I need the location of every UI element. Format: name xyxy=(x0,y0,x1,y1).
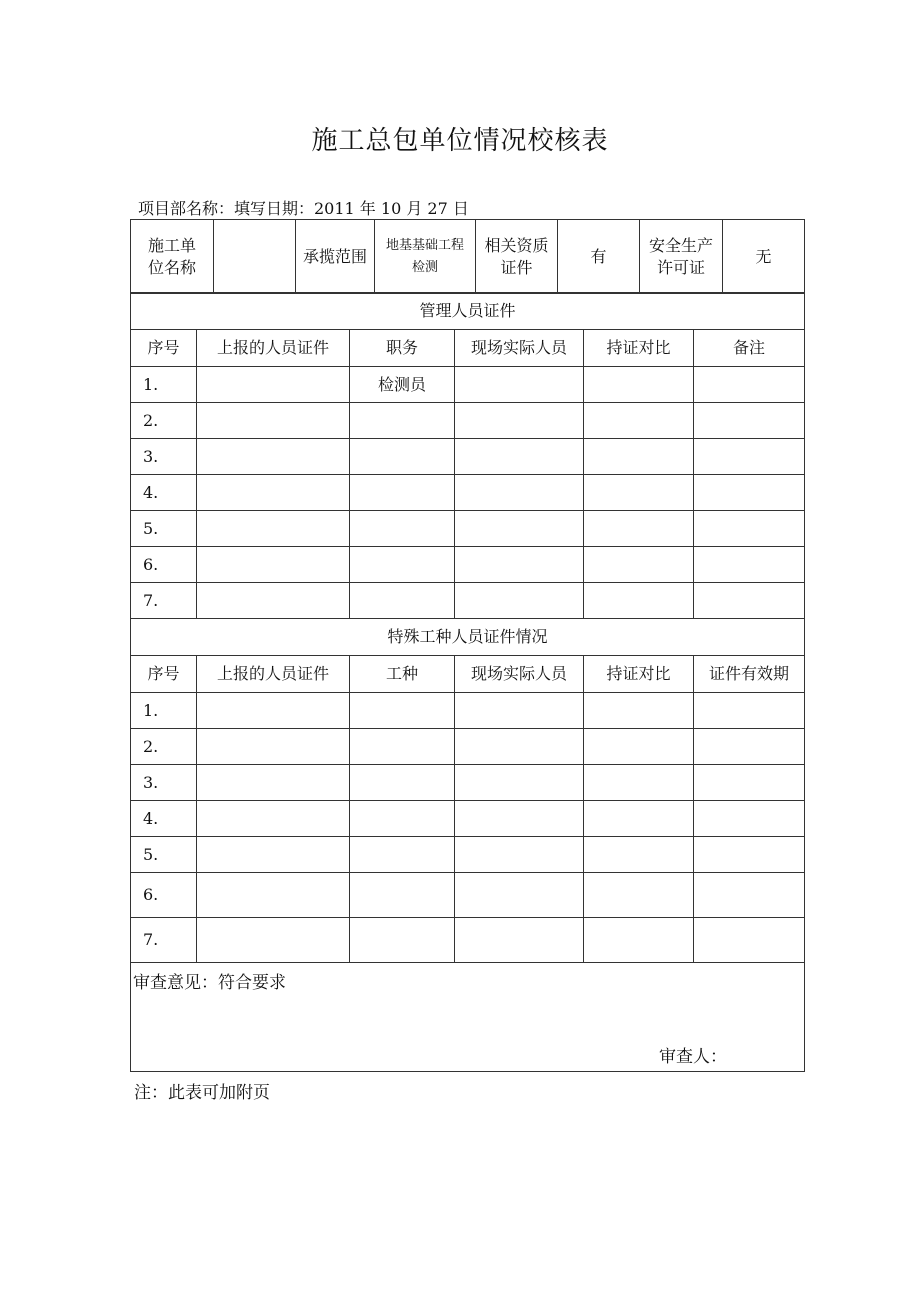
unit-info-row xyxy=(131,220,805,294)
table-cell[interactable] xyxy=(197,918,350,963)
row-number: 6. xyxy=(131,547,197,583)
review-row xyxy=(131,963,805,1072)
reviewer-label: 审查人： xyxy=(659,1047,727,1067)
table-cell[interactable] xyxy=(197,801,350,837)
table-cell[interactable] xyxy=(584,918,694,963)
column-header: 序号 xyxy=(131,656,197,693)
column-header: 现场实际人员 xyxy=(455,656,584,693)
table-cell[interactable] xyxy=(584,837,694,873)
table-cell[interactable] xyxy=(350,511,455,547)
column-header: 持证对比 xyxy=(584,330,694,367)
table-cell[interactable] xyxy=(584,475,694,511)
table-cell[interactable] xyxy=(350,765,455,801)
table-cell[interactable] xyxy=(694,693,805,729)
table-cell[interactable] xyxy=(694,918,805,963)
column-header: 上报的人员证件 xyxy=(197,656,350,693)
table-row xyxy=(131,583,805,619)
table-cell[interactable] xyxy=(694,403,805,439)
row-number: 3. xyxy=(131,439,197,475)
row-number: 1. xyxy=(131,693,197,729)
table-row xyxy=(131,918,805,963)
table-cell[interactable] xyxy=(694,765,805,801)
table-cell[interactable] xyxy=(350,693,455,729)
row-number: 2. xyxy=(131,729,197,765)
table-cell[interactable] xyxy=(455,511,584,547)
table-cell[interactable] xyxy=(197,439,350,475)
table-row xyxy=(131,475,805,511)
row-number: 4. xyxy=(131,801,197,837)
table-cell[interactable] xyxy=(350,439,455,475)
table-row xyxy=(131,439,805,475)
row-number: 2. xyxy=(131,403,197,439)
table-cell[interactable] xyxy=(584,367,694,403)
unit-name-label: 施工单 位名称 xyxy=(131,220,214,294)
table-cell[interactable] xyxy=(455,693,584,729)
table-cell[interactable] xyxy=(455,439,584,475)
table-cell[interactable] xyxy=(350,873,455,918)
table-cell[interactable] xyxy=(694,439,805,475)
table-cell[interactable] xyxy=(197,873,350,918)
table-cell[interactable] xyxy=(694,547,805,583)
table-cell[interactable] xyxy=(197,403,350,439)
header-row xyxy=(131,330,805,367)
row-number: 5. xyxy=(131,511,197,547)
table-cell[interactable] xyxy=(584,801,694,837)
table-cell[interactable] xyxy=(455,475,584,511)
table-cell[interactable] xyxy=(197,693,350,729)
table-cell[interactable] xyxy=(455,583,584,619)
table-cell[interactable] xyxy=(350,547,455,583)
table-cell[interactable] xyxy=(584,547,694,583)
section-title-row xyxy=(131,619,805,656)
table-cell[interactable] xyxy=(350,801,455,837)
table-row xyxy=(131,693,805,729)
table-cell[interactable] xyxy=(584,873,694,918)
review-opinion: 审查意见：符合要求 xyxy=(133,973,286,993)
table-cell[interactable] xyxy=(197,583,350,619)
table-row xyxy=(131,367,805,403)
scope-value[interactable]: 地基基础工程 检测 xyxy=(375,220,476,294)
table-cell[interactable] xyxy=(455,547,584,583)
row-number: 7. xyxy=(131,583,197,619)
table-cell[interactable] xyxy=(694,801,805,837)
row-number: 3. xyxy=(131,765,197,801)
table-row xyxy=(131,765,805,801)
safety-permit-value[interactable]: 无 xyxy=(723,220,805,294)
row-number: 6. xyxy=(131,873,197,918)
table-cell[interactable] xyxy=(694,475,805,511)
table-cell[interactable] xyxy=(455,367,584,403)
table-cell[interactable] xyxy=(455,801,584,837)
table-cell[interactable] xyxy=(584,439,694,475)
unit-info-table xyxy=(130,219,805,294)
qualification-value[interactable]: 有 xyxy=(558,220,640,294)
safety-permit-label: 安全生产 许可证 xyxy=(640,220,723,294)
column-header: 持证对比 xyxy=(584,656,694,693)
table-cell[interactable] xyxy=(584,403,694,439)
header-row xyxy=(131,656,805,693)
special-section-title: 特殊工种人员证件情况 xyxy=(131,619,805,656)
document-title: 施工总包单位情况校核表 xyxy=(311,126,609,156)
table-row xyxy=(131,547,805,583)
table-cell[interactable] xyxy=(350,403,455,439)
table-row xyxy=(131,729,805,765)
table-cell[interactable] xyxy=(455,403,584,439)
column-header: 备注 xyxy=(694,330,805,367)
table-cell[interactable]: 检测员 xyxy=(350,367,455,403)
project-meta-line: 项目部名称：填写日期：2011 年 10 月 27 日 xyxy=(138,199,469,218)
table-cell[interactable] xyxy=(350,918,455,963)
table-cell[interactable] xyxy=(584,693,694,729)
table-row xyxy=(131,837,805,873)
table-row xyxy=(131,873,805,918)
row-number: 1. xyxy=(131,367,197,403)
table-row xyxy=(131,801,805,837)
table-cell[interactable] xyxy=(197,765,350,801)
table-cell[interactable] xyxy=(584,729,694,765)
table-cell[interactable] xyxy=(197,511,350,547)
table-cell[interactable] xyxy=(197,367,350,403)
qualification-label: 相关资质 证件 xyxy=(476,220,558,294)
table-cell[interactable] xyxy=(584,765,694,801)
table-cell[interactable] xyxy=(455,765,584,801)
row-number: 5. xyxy=(131,837,197,873)
table-cell[interactable] xyxy=(350,583,455,619)
table-row xyxy=(131,403,805,439)
table-cell[interactable] xyxy=(455,873,584,918)
table-cell[interactable] xyxy=(455,918,584,963)
scope-label: 承揽范围 xyxy=(296,220,375,294)
row-number: 7. xyxy=(131,918,197,963)
section-title-row xyxy=(131,293,805,330)
column-header: 工种 xyxy=(350,656,455,693)
special-section xyxy=(131,619,805,963)
table-cell[interactable] xyxy=(694,583,805,619)
table-cell[interactable] xyxy=(197,547,350,583)
table-cell[interactable] xyxy=(694,873,805,918)
unit-name-value[interactable] xyxy=(214,220,296,294)
table-cell[interactable] xyxy=(350,729,455,765)
review-cell[interactable] xyxy=(131,963,805,1072)
column-header: 上报的人员证件 xyxy=(197,330,350,367)
table-cell[interactable] xyxy=(350,837,455,873)
column-header: 现场实际人员 xyxy=(455,330,584,367)
management-section-title: 管理人员证件 xyxy=(131,293,805,330)
table-cell[interactable] xyxy=(350,475,455,511)
table-cell[interactable] xyxy=(694,729,805,765)
column-header: 序号 xyxy=(131,330,197,367)
table-cell[interactable] xyxy=(694,837,805,873)
table-cell[interactable] xyxy=(197,837,350,873)
column-header: 职务 xyxy=(350,330,455,367)
table-cell[interactable] xyxy=(455,729,584,765)
footer-note: 注：此表可加附页 xyxy=(134,1083,270,1103)
table-row xyxy=(131,511,805,547)
personnel-table xyxy=(130,292,805,1072)
column-header: 证件有效期 xyxy=(694,656,805,693)
table-cell[interactable] xyxy=(584,511,694,547)
review-section xyxy=(131,963,805,1072)
table-cell[interactable] xyxy=(584,583,694,619)
row-number: 4. xyxy=(131,475,197,511)
table-cell[interactable] xyxy=(197,475,350,511)
management-section xyxy=(131,293,805,619)
table-cell[interactable] xyxy=(455,837,584,873)
table-cell[interactable] xyxy=(197,729,350,765)
table-cell[interactable] xyxy=(694,367,805,403)
table-cell[interactable] xyxy=(694,511,805,547)
